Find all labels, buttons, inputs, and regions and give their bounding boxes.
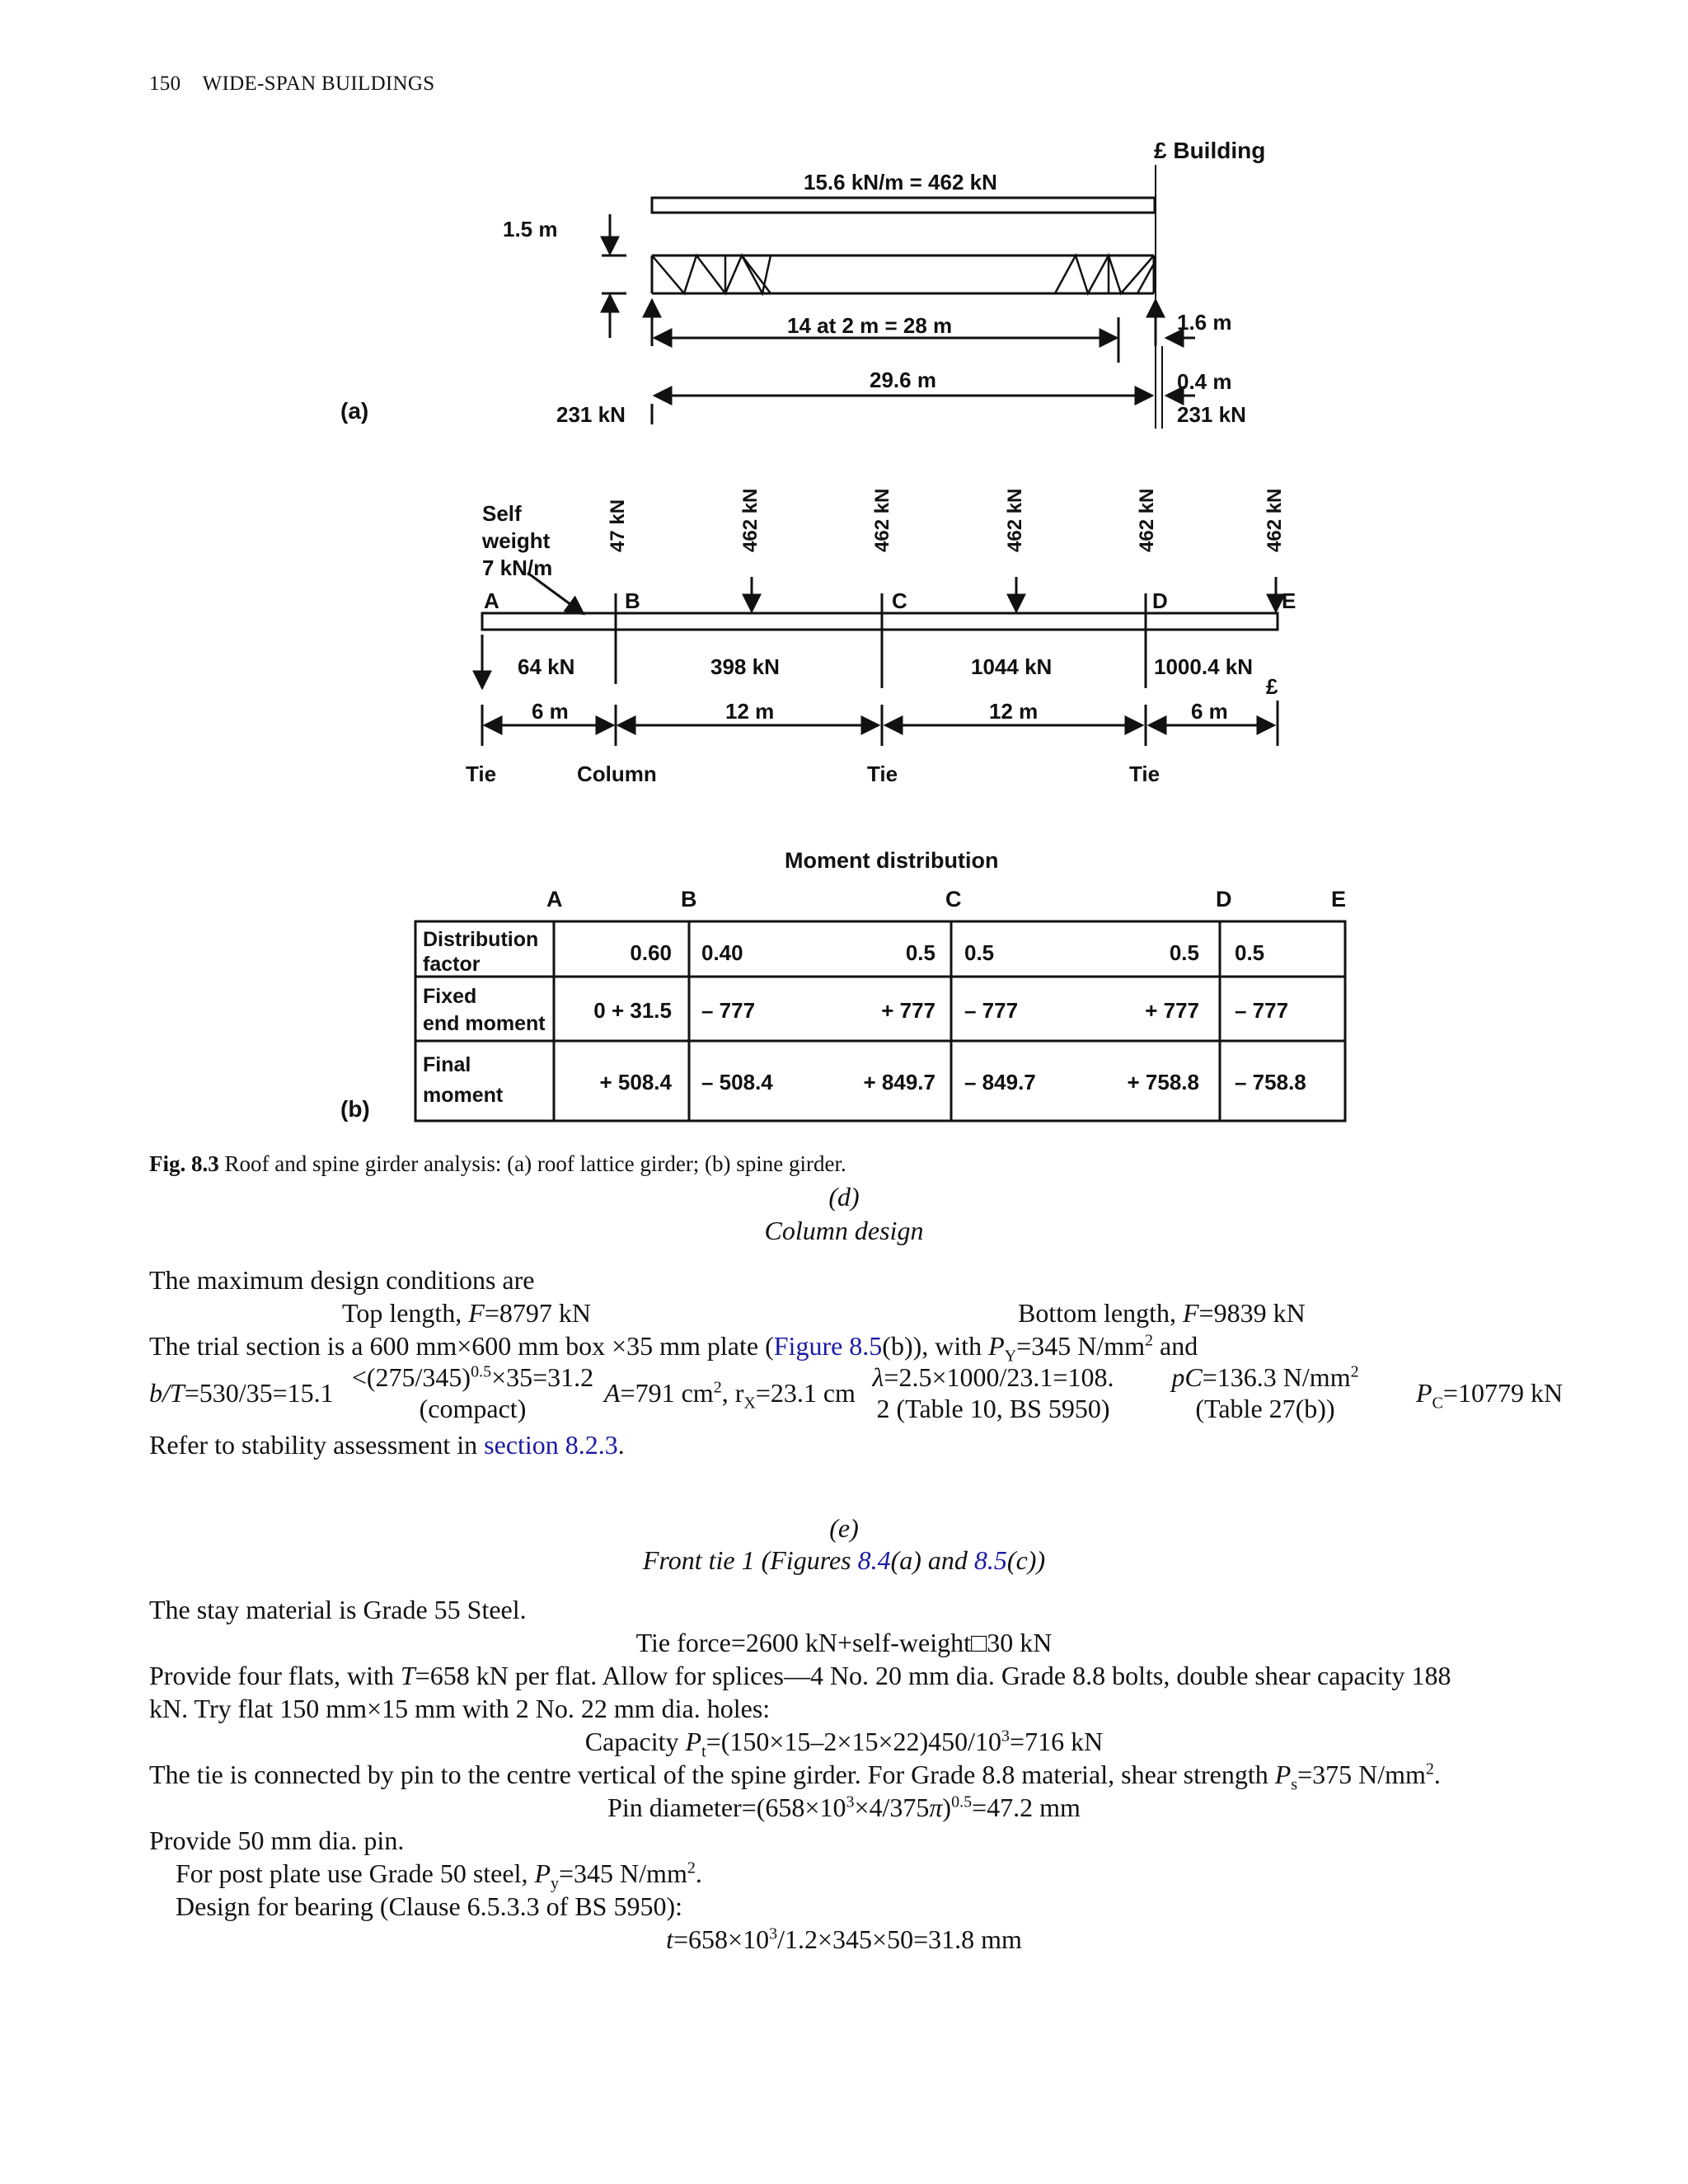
fm-b: – 508.4 (701, 1070, 773, 1094)
slenderness: λ=2.5×1000/23.1=108. 2 (Table 10, BS 5950) (872, 1362, 1114, 1423)
fem-a: 0 + 31.5 (593, 998, 672, 1023)
section-d-letter: (d) (828, 1182, 860, 1212)
row-label-fm-1: Final (423, 1053, 471, 1076)
udl-label: 15.6 kN/m = 462 kN (804, 170, 997, 194)
fem-c-right: – 777 (964, 998, 1019, 1023)
node-e: E (1282, 588, 1296, 613)
df-c-right: 0.5 (964, 940, 995, 965)
span-load-4: 1000.4 kN (1154, 654, 1253, 679)
stay-material: The stay material is Grade 55 Steel. (149, 1595, 527, 1624)
flats-paragraph-1: Provide four flats, with T=658 kN per flat. Allow for splices—4 No. 20 mm dia. Grade 8.8 bolts, double shear capacity 188 (149, 1661, 1451, 1690)
panel-label-b: (b) (340, 1096, 370, 1122)
panels-label: 14 at 2 m = 28 m (787, 313, 953, 338)
bottom-length: Bottom length, F=9839 kN (1018, 1298, 1306, 1328)
self-weight-line-1: Self (482, 501, 522, 526)
span-label: 29.6 m (870, 368, 936, 392)
support-column-b: Column (577, 762, 657, 786)
node-b: B (625, 588, 640, 613)
spine-girder (466, 489, 1296, 786)
small-offset-label: 0.4 m (1177, 369, 1232, 394)
support-tie-c: Tie (867, 762, 898, 786)
design-conditions-intro: The maximum design conditions are (149, 1265, 535, 1295)
row-label-fem-2: end moment (423, 1012, 546, 1035)
fm-a: + 508.4 (599, 1070, 672, 1094)
row-label-fm-2: moment (423, 1084, 504, 1107)
roof-lattice-girder (340, 138, 1265, 429)
bearing-thickness-equation: $t=658\times 10^3/1.2\times 345\times 50=31.8$ mm (666, 1924, 1022, 1954)
table-node-c: C (945, 887, 962, 912)
support-tie-a: Tie (466, 762, 497, 786)
table-node-b: B (681, 887, 697, 912)
page-number: 150 (149, 73, 181, 95)
section-d-title: Column design (764, 1216, 924, 1245)
span-load-2: 398 kN (710, 654, 780, 679)
self-weight-line-3: 7 kN/m (482, 555, 553, 580)
capacity-equation: Capacity $P_t=(150\times 15-2\times 15\times 22)450/10^3=716$ kN (584, 1727, 1104, 1761)
support-tie-d: Tie (1129, 762, 1160, 786)
table-node-e: E (1331, 887, 1347, 912)
row-label-fem-1: Fixed (423, 985, 477, 1008)
compressive-strength: pC=136.3 $N/mm^2$ (Table 27(b)) (1171, 1362, 1359, 1423)
section-e-letter: (e) (829, 1513, 859, 1543)
table-node-a: A (546, 887, 563, 912)
point-load-e: 462 kN (1264, 488, 1286, 552)
post-plate-text: For post plate use Grade 50 steel, $P_y=345$ $N/mm^2$. (176, 1858, 702, 1893)
span-load-3: 1044 kN (971, 654, 1053, 679)
figure-8-4-link[interactable]: 8.4 (857, 1545, 891, 1575)
span-length-3: 12 m (989, 699, 1039, 724)
table-node-d: D (1216, 887, 1232, 912)
point-load-1: 462 kN (739, 488, 762, 552)
df-c-left: 0.5 (905, 940, 935, 965)
fm-c-left: + 849.7 (863, 1070, 935, 1094)
left-reaction-label: 231 kN (556, 402, 626, 427)
fm-d-right: – 758.8 (1235, 1070, 1306, 1094)
offset-label: 1.6 m (1177, 310, 1232, 335)
figure-8-5-link[interactable]: Figure 8.5 (773, 1331, 883, 1361)
point-load-c: 462 kN (871, 488, 893, 552)
running-title: WIDE-SPAN BUILDINGS (202, 73, 435, 95)
span-length-4: 6 m (1191, 699, 1228, 724)
row-label-df-2: factor (423, 953, 481, 976)
udl-strip (652, 198, 1155, 213)
depth-label: 1.5 m (503, 217, 558, 241)
span-length-2: 12 m (725, 699, 775, 724)
point-load-3: 462 kN (1004, 488, 1026, 552)
node-a: A (484, 588, 499, 613)
figure-caption (149, 1151, 846, 1177)
section-8-2-3-link[interactable]: section 8.2.3 (484, 1430, 618, 1460)
caption-label: Fig. 8.3 (149, 1151, 219, 1176)
bearing-design-text: Design for bearing (Clause 6.5.3.3 of BS 5950): (176, 1891, 683, 1921)
flats-paragraph-2: kN. Try flat 150 mm×15 mm with 2 No. 22 mm dia. holes: (149, 1694, 771, 1723)
panel-label-a: (a) (340, 398, 369, 424)
top-length: Top length, F=8797 kN (342, 1298, 591, 1328)
right-reaction-label: 231 kN (1177, 402, 1246, 427)
figure-8-5-link-2[interactable]: 8.5 (973, 1545, 1007, 1575)
point-load-d: 462 kN (1136, 488, 1158, 552)
tie-force-equation: Tie force=2600 kN+self-weight□30 kN (635, 1628, 1053, 1657)
point-load-b: 47 kN (607, 499, 629, 552)
node-d: D (1152, 588, 1168, 613)
fem-c-left: + 777 (881, 998, 935, 1023)
fem-d-left: + 777 (1145, 998, 1199, 1023)
centreline-mark: £ (1266, 674, 1278, 699)
moment-distribution-table (340, 848, 1346, 1122)
table-title: Moment distribution (785, 848, 999, 873)
trial-section-text: The trial section is a 600 mm×600 mm box ×35 mm plate (Figure 8.5(b)), with $P_Y=345$ $N/mm^2$ and (149, 1331, 1198, 1366)
section-e-title: Front tie 1 (Figures 8.4(a) and 8.5(c)) (642, 1545, 1046, 1575)
pin-connection-text: The tie is connected by pin to the centre vertical of the spine girder. For Grade 8.8 material, shear strength $P_s=375$ $N/mm^2$. (149, 1760, 1441, 1794)
df-b: 0.40 (701, 940, 743, 965)
spine-beam (482, 613, 1278, 630)
df-d-left: 0.5 (1169, 940, 1199, 965)
fem-d-right: – 777 (1235, 998, 1289, 1023)
fem-b: – 777 (701, 998, 756, 1023)
web-left (652, 255, 771, 293)
span-load-1: 64 kN (518, 654, 575, 679)
area-radius: A=791 $cm^2$, $r_X=23.1$ cm (604, 1378, 856, 1413)
row-label-df-1: Distribution (423, 928, 539, 951)
pin-provision: Provide 50 mm dia. pin. (149, 1825, 405, 1855)
span-length-1: 6 m (532, 699, 569, 724)
web-right (1055, 255, 1154, 293)
compression-resistance: $P_C=10779$ kN (1416, 1378, 1564, 1413)
pin-diameter-equation: Pin $diameter=(658\times 10^3\times 4/375\pi)^{0.5}=47.2$ mm (607, 1793, 1081, 1822)
df-d-right: 0.5 (1235, 940, 1265, 965)
caption-text: Roof and spine girder analysis: (a) roof lattice girder; (b) spine girder. (218, 1151, 846, 1176)
node-c: C (892, 588, 907, 613)
stability-reference: Refer to stability assessment in section 8.2.3. (149, 1430, 625, 1460)
fm-c-right: – 849.7 (964, 1070, 1036, 1094)
df-a: 0.60 (630, 940, 672, 965)
fm-d-left: + 758.8 (1127, 1070, 1199, 1094)
self-weight-line-2: weight (482, 528, 551, 553)
bt-ratio: b/T=530/35=15.1 (149, 1378, 334, 1408)
cl-building-label: £ Building (1154, 138, 1266, 163)
compact-limit: $<(275/345)^{0.5}\times 35=31.2$ (compact) (351, 1362, 594, 1423)
